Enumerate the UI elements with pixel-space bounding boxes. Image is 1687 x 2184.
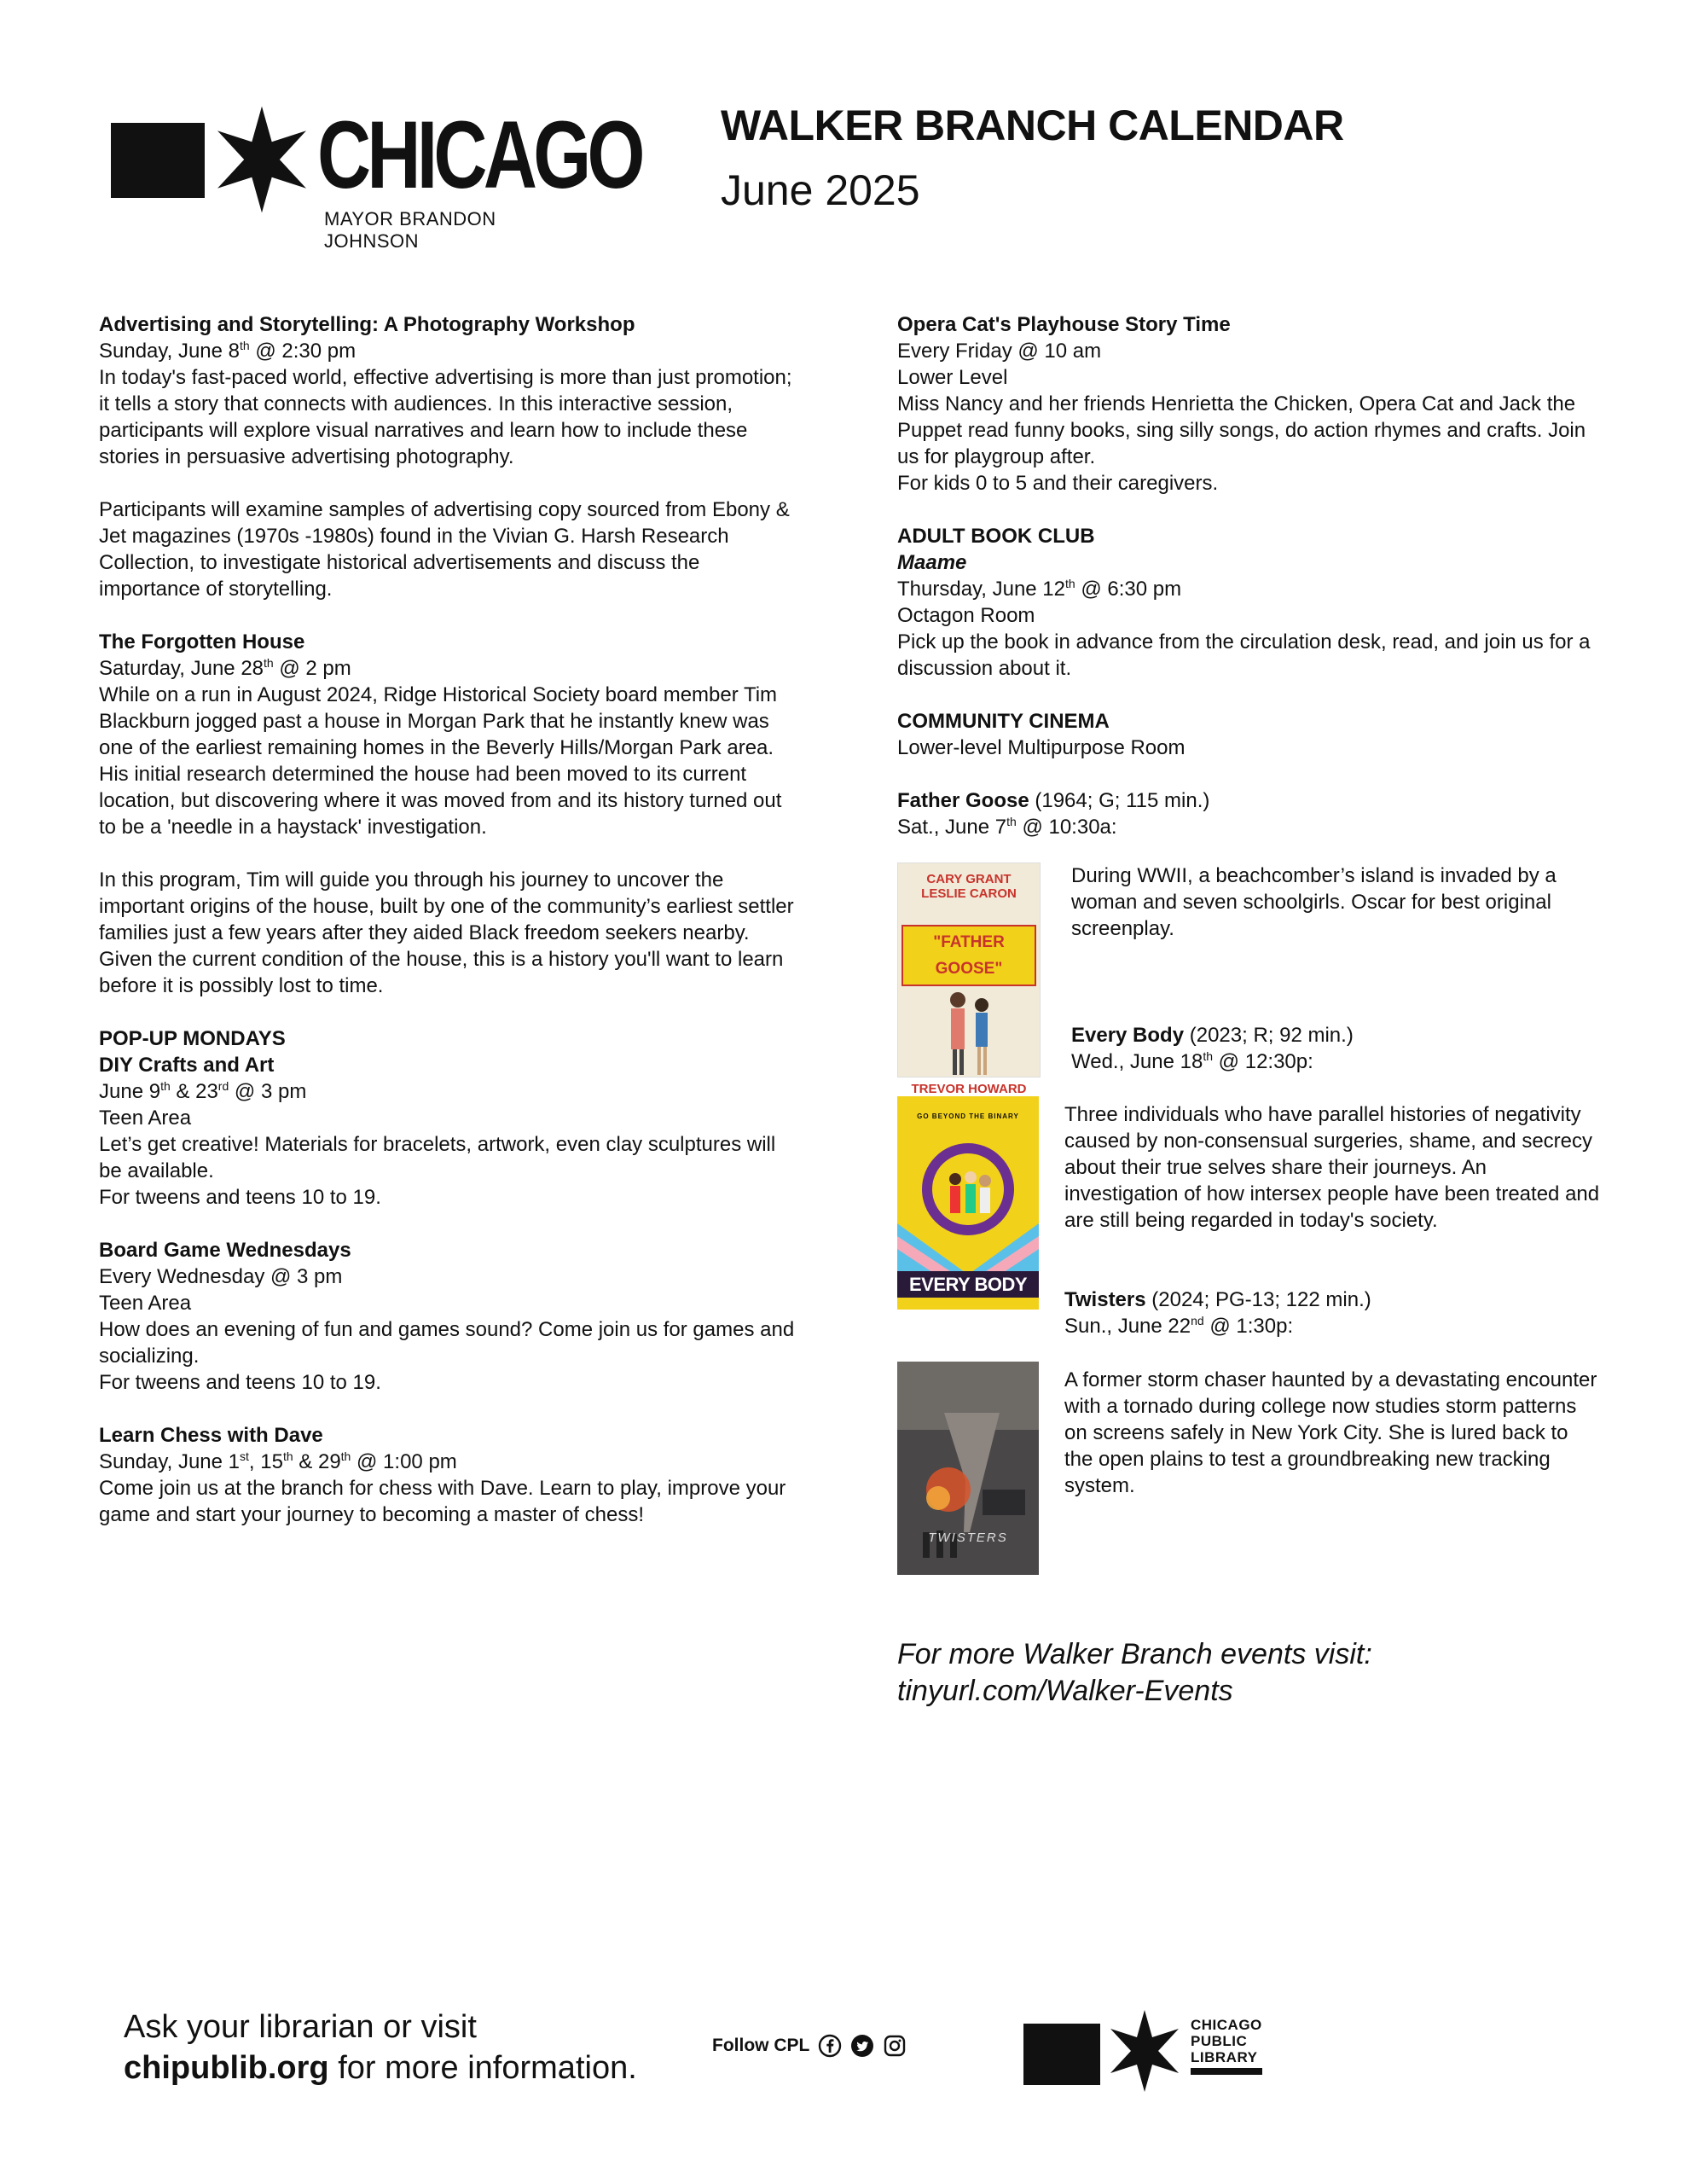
event-chess — [99, 1422, 798, 1528]
event-community-cinema — [897, 708, 1605, 761]
event-location: Teen Area — [99, 1292, 192, 1315]
facebook-icon[interactable] — [818, 2034, 842, 2058]
event-date: Sunday, June 1st, 15th & 29th @ 1:00 pm — [99, 1449, 457, 1473]
event-heading: POP-UP MONDAYS — [99, 1027, 286, 1050]
more-events-text: For more Walker Branch events visit: — [897, 1638, 1372, 1670]
event-advertising — [99, 311, 798, 602]
left-column — [99, 311, 798, 1554]
logo-square — [111, 123, 205, 198]
event-popup-mondays — [99, 1025, 798, 1211]
film-description: A former storm chaser haunted by a devastating encounter with a tornado during college now studies storm patterns on screens safely in New York City. She is lured back to the open plains to test a groundbreaking new tracking system. — [1064, 1368, 1597, 1497]
event-description: Miss Nancy and her friends Henrietta the Chicken, Opera Cat and Jack the Puppet read funny books, sing silly songs, do action rhymes and crafts. Join us for playgroup after. — [897, 392, 1586, 468]
cpl-logo — [1023, 2007, 1296, 2100]
event-date: Every Friday @ 10 am — [897, 340, 1102, 363]
event-date: Every Wednesday @ 3 pm — [99, 1265, 343, 1288]
event-description: Participants will examine samples of advertising copy sourced from Ebony & Jet magazines (1970s -1980s) found in the Vivian G. Harsh Research Collection, to investigate historical advertisements and discuss the importance of storytelling. — [99, 498, 790, 601]
event-description: Pick up the book in advance from the circulation desk, read, and join us for a discussion about it. — [897, 630, 1591, 680]
film-date: Wed., June 18th @ 12:30p: — [1071, 1049, 1313, 1073]
poster-tagline: GO BEYOND THE BINARY — [917, 1112, 1019, 1120]
page-title: WALKER BRANCH CALENDAR — [721, 102, 1344, 149]
event-forgotten-house — [99, 629, 798, 999]
right-column — [897, 311, 1605, 1555]
event-location: Lower-level Multipurpose Room — [897, 736, 1186, 759]
film-date: Sat., June 7th @ 10:30a: — [897, 815, 1117, 839]
poster-twisters — [897, 1362, 1039, 1575]
more-events — [897, 1636, 1372, 1710]
films-block — [897, 787, 1605, 1555]
event-description: How does an evening of fun and games sound? Come join us for games and socializing. — [99, 1318, 795, 1368]
event-title: Learn Chess with Dave — [99, 1424, 323, 1447]
event-title: Advertising and Storytelling: A Photography Workshop — [99, 313, 635, 336]
film-description: Three individuals who have parallel histories of negativity caused by non-consensual surgeries, shame, and secrecy about their true selves share their journeys. An investigation of how intersex people have been treated and are still being regarded in today's society. — [1064, 1103, 1600, 1232]
poster-credit: LESLIE CARON — [921, 886, 1017, 901]
instagram-icon[interactable] — [883, 2034, 907, 2058]
event-opera-cat — [897, 311, 1605, 497]
follow-label: Follow CPL — [712, 2036, 810, 2055]
event-location: Lower Level — [897, 366, 1008, 389]
poster-every-body — [897, 1096, 1039, 1310]
film-title-line: Twisters (2024; PG-13; 122 min.) — [1064, 1288, 1371, 1311]
event-title: The Forgotten House — [99, 630, 305, 653]
chicago-logo — [111, 102, 641, 252]
event-location: Octagon Room — [897, 604, 1035, 627]
film-title-line: Father Goose (1964; G; 115 min.) — [897, 789, 1210, 812]
event-description: In today's fast-paced world, effective advertising is more than just promotion; it tells a story that connects with audiences. In this interactive session, participants will explore visual narratives and learn how to include these stories in persuasive advertising photography. — [99, 366, 792, 468]
event-audience: For tweens and teens 10 to 19. — [99, 1186, 381, 1209]
film-description: During WWII, a beachcomber’s island is invaded by a woman and seven schoolgirls. Oscar for best original screenplay. — [1071, 864, 1557, 940]
cpl-wordmark: CHICAGO PUBLIC LIBRARY — [1191, 2017, 1262, 2075]
six-point-star-icon — [1102, 2008, 1187, 2094]
poster-people-illustration — [897, 1130, 1039, 1283]
event-location: Teen Area — [99, 1107, 192, 1130]
ask-line: Ask your librarian or visit — [124, 2009, 477, 2045]
film-date: Sun., June 22nd @ 1:30p: — [1064, 1314, 1294, 1338]
event-title: Opera Cat's Playhouse Story Time — [897, 313, 1231, 336]
event-date: Saturday, June 28th @ 2 pm — [99, 656, 351, 680]
follow-cpl — [712, 2034, 907, 2058]
event-date: Thursday, June 12th @ 6:30 pm — [897, 577, 1182, 601]
poster-title: "FATHER GOOSE" — [901, 925, 1036, 986]
event-description: Come join us at the branch for chess with Dave. Learn to play, improve your game and start your journey to becoming a master of chess! — [99, 1477, 786, 1526]
event-board-games — [99, 1237, 798, 1396]
event-description: In this program, Tim will guide you through his journey to uncover the important origins of the house, built by one of the community’s earliest settler families just a few years after they aided Black freedom seekers nearby. Given the current condition of the house, this is a history you'll want to learn before it is possibly lost to time. — [99, 868, 794, 997]
poster-credit: TREVOR HOWARD — [911, 1082, 1027, 1096]
event-date: Sunday, June 8th @ 2:30 pm — [99, 339, 357, 363]
event-audience: For kids 0 to 5 and their caregivers. — [897, 472, 1219, 495]
chipublib-link[interactable]: chipublib.org — [124, 2050, 329, 2086]
event-title: COMMUNITY CINEMA — [897, 710, 1110, 733]
film-title-line: Every Body (2023; R; 92 min.) — [1071, 1024, 1354, 1047]
event-title: DIY Crafts and Art — [99, 1054, 275, 1077]
poster-credit: CARY GRANT — [926, 872, 1012, 886]
logo-wordmark: CHICAGO — [317, 102, 641, 208]
event-audience: For tweens and teens 10 to 19. — [99, 1371, 381, 1394]
six-point-star-icon — [206, 104, 317, 215]
ask-librarian — [124, 2007, 637, 2088]
cpl-logo-square — [1023, 2024, 1100, 2085]
book-title: Maame — [897, 551, 967, 574]
ask-line: chipublib.org for more information. — [124, 2050, 637, 2086]
event-book-club — [897, 523, 1605, 682]
event-date: June 9th & 23rd @ 3 pm — [99, 1079, 307, 1103]
twitter-icon[interactable] — [850, 2034, 874, 2058]
more-events-link[interactable]: tinyurl.com/Walker-Events — [897, 1675, 1233, 1707]
event-description: While on a run in August 2024, Ridge Historical Society board member Tim Blackburn jogged past a house in Morgan Park that he instantly knew was one of the earliest remaining homes in the Beverly Hills/Morgan Park area. His initial research determined the house had been moved to its current location, but discovering where it was moved from and its history turned out to be a 'needle in a haystack' investigation. — [99, 683, 782, 839]
event-title: ADULT BOOK CLUB — [897, 525, 1095, 548]
poster-title: TWISTERS — [928, 1531, 1008, 1545]
poster-figures-illustration — [898, 986, 1040, 1080]
logo-mayor: MAYOR BRANDON JOHNSON — [324, 208, 496, 252]
event-description: Let’s get creative! Materials for bracelets, artwork, even clay sculptures will be available. — [99, 1133, 776, 1182]
poster-title: EVERY BODY — [897, 1271, 1039, 1298]
page-month: June 2025 — [721, 166, 920, 214]
event-title: Board Game Wednesdays — [99, 1239, 351, 1262]
poster-father-goose — [897, 863, 1041, 1096]
